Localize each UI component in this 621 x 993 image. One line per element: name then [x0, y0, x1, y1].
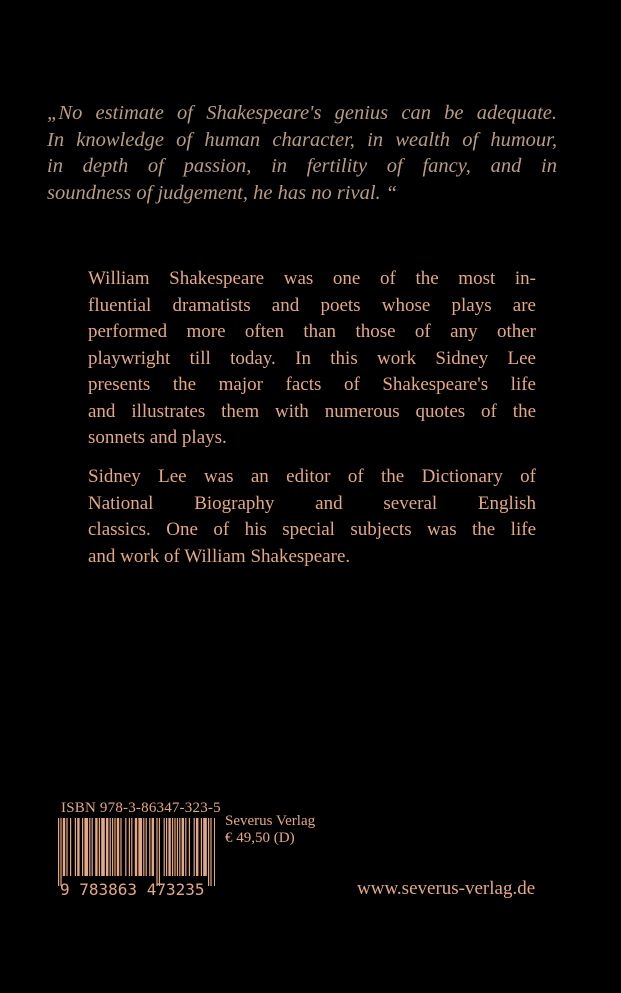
- barcode-bar: [166, 818, 167, 876]
- text-line: performed more often than those of any other: [88, 321, 536, 342]
- publisher-name: Severus Verlag: [225, 813, 316, 829]
- barcode-bar: [143, 818, 144, 876]
- barcode-bar: [172, 818, 173, 876]
- barcode-bar: [99, 818, 100, 876]
- barcode-bar: [201, 818, 202, 876]
- text-line: classics. One of his special subjects was the life: [88, 519, 536, 540]
- barcode-bar: [214, 818, 215, 886]
- barcode-bar: [208, 818, 209, 886]
- barcode-bar: [112, 818, 113, 876]
- text-line: playwright till today. In this work Sidney Lee: [88, 347, 536, 369]
- text-line: sonnets and plays.: [88, 427, 227, 448]
- barcode-bar: [168, 818, 170, 876]
- isbn-label: ISBN 978-3-86347-323-5: [61, 800, 221, 816]
- barcode-bar: [89, 818, 90, 876]
- barcode-bar: [95, 818, 97, 876]
- barcode-bar: [60, 818, 61, 886]
- barcode-bar: [179, 818, 180, 876]
- description-paragraph-1: [88, 266, 536, 452]
- barcode-bar: [125, 818, 126, 876]
- barcode-bar: [63, 818, 65, 876]
- barcode-bar: [117, 818, 119, 876]
- barcode-bar: [77, 818, 79, 876]
- barcode-bar: [138, 818, 142, 876]
- barcode-bar: [194, 818, 195, 876]
- barcode-bar: [182, 818, 184, 876]
- barcode-bar: [114, 818, 115, 876]
- text-line: National Biography and several English: [88, 492, 536, 514]
- barcode-bar: [58, 818, 59, 886]
- barcode-bar: [196, 818, 198, 876]
- barcode-bar: [152, 818, 154, 876]
- barcode-bar: [149, 818, 150, 876]
- text-line: fluential dramatists and poets whose plays are: [88, 294, 536, 316]
- publisher-info: [225, 813, 315, 847]
- quote-line: „No estimate of Shakespeare's genius can be adequate.: [47, 102, 557, 124]
- barcode-bar: [84, 818, 88, 876]
- text-line: presents the major facts of Shakespeare's life: [88, 374, 536, 395]
- quote-line: in depth of passion, in fertility of fancy, and in: [47, 155, 557, 177]
- barcode-bar: [75, 818, 76, 876]
- barcode-digits: 9 783863 473235: [60, 880, 205, 899]
- barcode-bar: [66, 818, 67, 876]
- barcode-bar: [120, 818, 121, 876]
- barcode-bar: [92, 818, 93, 876]
- barcode-image: [58, 818, 215, 886]
- shakespeare-quote: [47, 100, 557, 206]
- barcode-bar: [110, 818, 111, 876]
- barcode-bar: [210, 818, 211, 886]
- barcode-bar: [203, 818, 207, 876]
- barcode-bar: [135, 818, 137, 876]
- barcode-bar: [146, 818, 147, 876]
- barcode-bar: [174, 818, 175, 876]
- barcode-bar: [164, 818, 165, 876]
- text-line: and work of William Shakespeare.: [88, 545, 351, 567]
- barcode-bar: [185, 818, 186, 876]
- barcode-bar: [129, 818, 130, 876]
- text-line: Sidney Lee was an editor of the Dictionary of: [88, 466, 536, 487]
- barcode-bar: [131, 818, 132, 876]
- publisher-url: www.severus-verlag.de: [357, 878, 536, 899]
- quote-line: soundness of judgement, he has no rival. “: [47, 181, 398, 204]
- barcode-bar: [82, 818, 83, 876]
- barcode-bar: [177, 818, 178, 876]
- text-line: William Shakespeare was one of the most in-: [88, 268, 536, 289]
- description-paragraph-2: [88, 464, 536, 570]
- barcode-bar: [106, 818, 108, 876]
- text-line: and illustrates them with numerous quotes of the: [88, 400, 536, 422]
- barcode-bar: [189, 818, 190, 876]
- barcode-bar: [70, 818, 71, 876]
- barcode-bar: [159, 818, 160, 886]
- quote-line: In knowledge of human character, in wealth of humour,: [47, 128, 557, 151]
- barcode-bar: [101, 818, 105, 876]
- barcode-bar: [156, 818, 157, 886]
- price-label: € 49,50 (D): [225, 830, 295, 846]
